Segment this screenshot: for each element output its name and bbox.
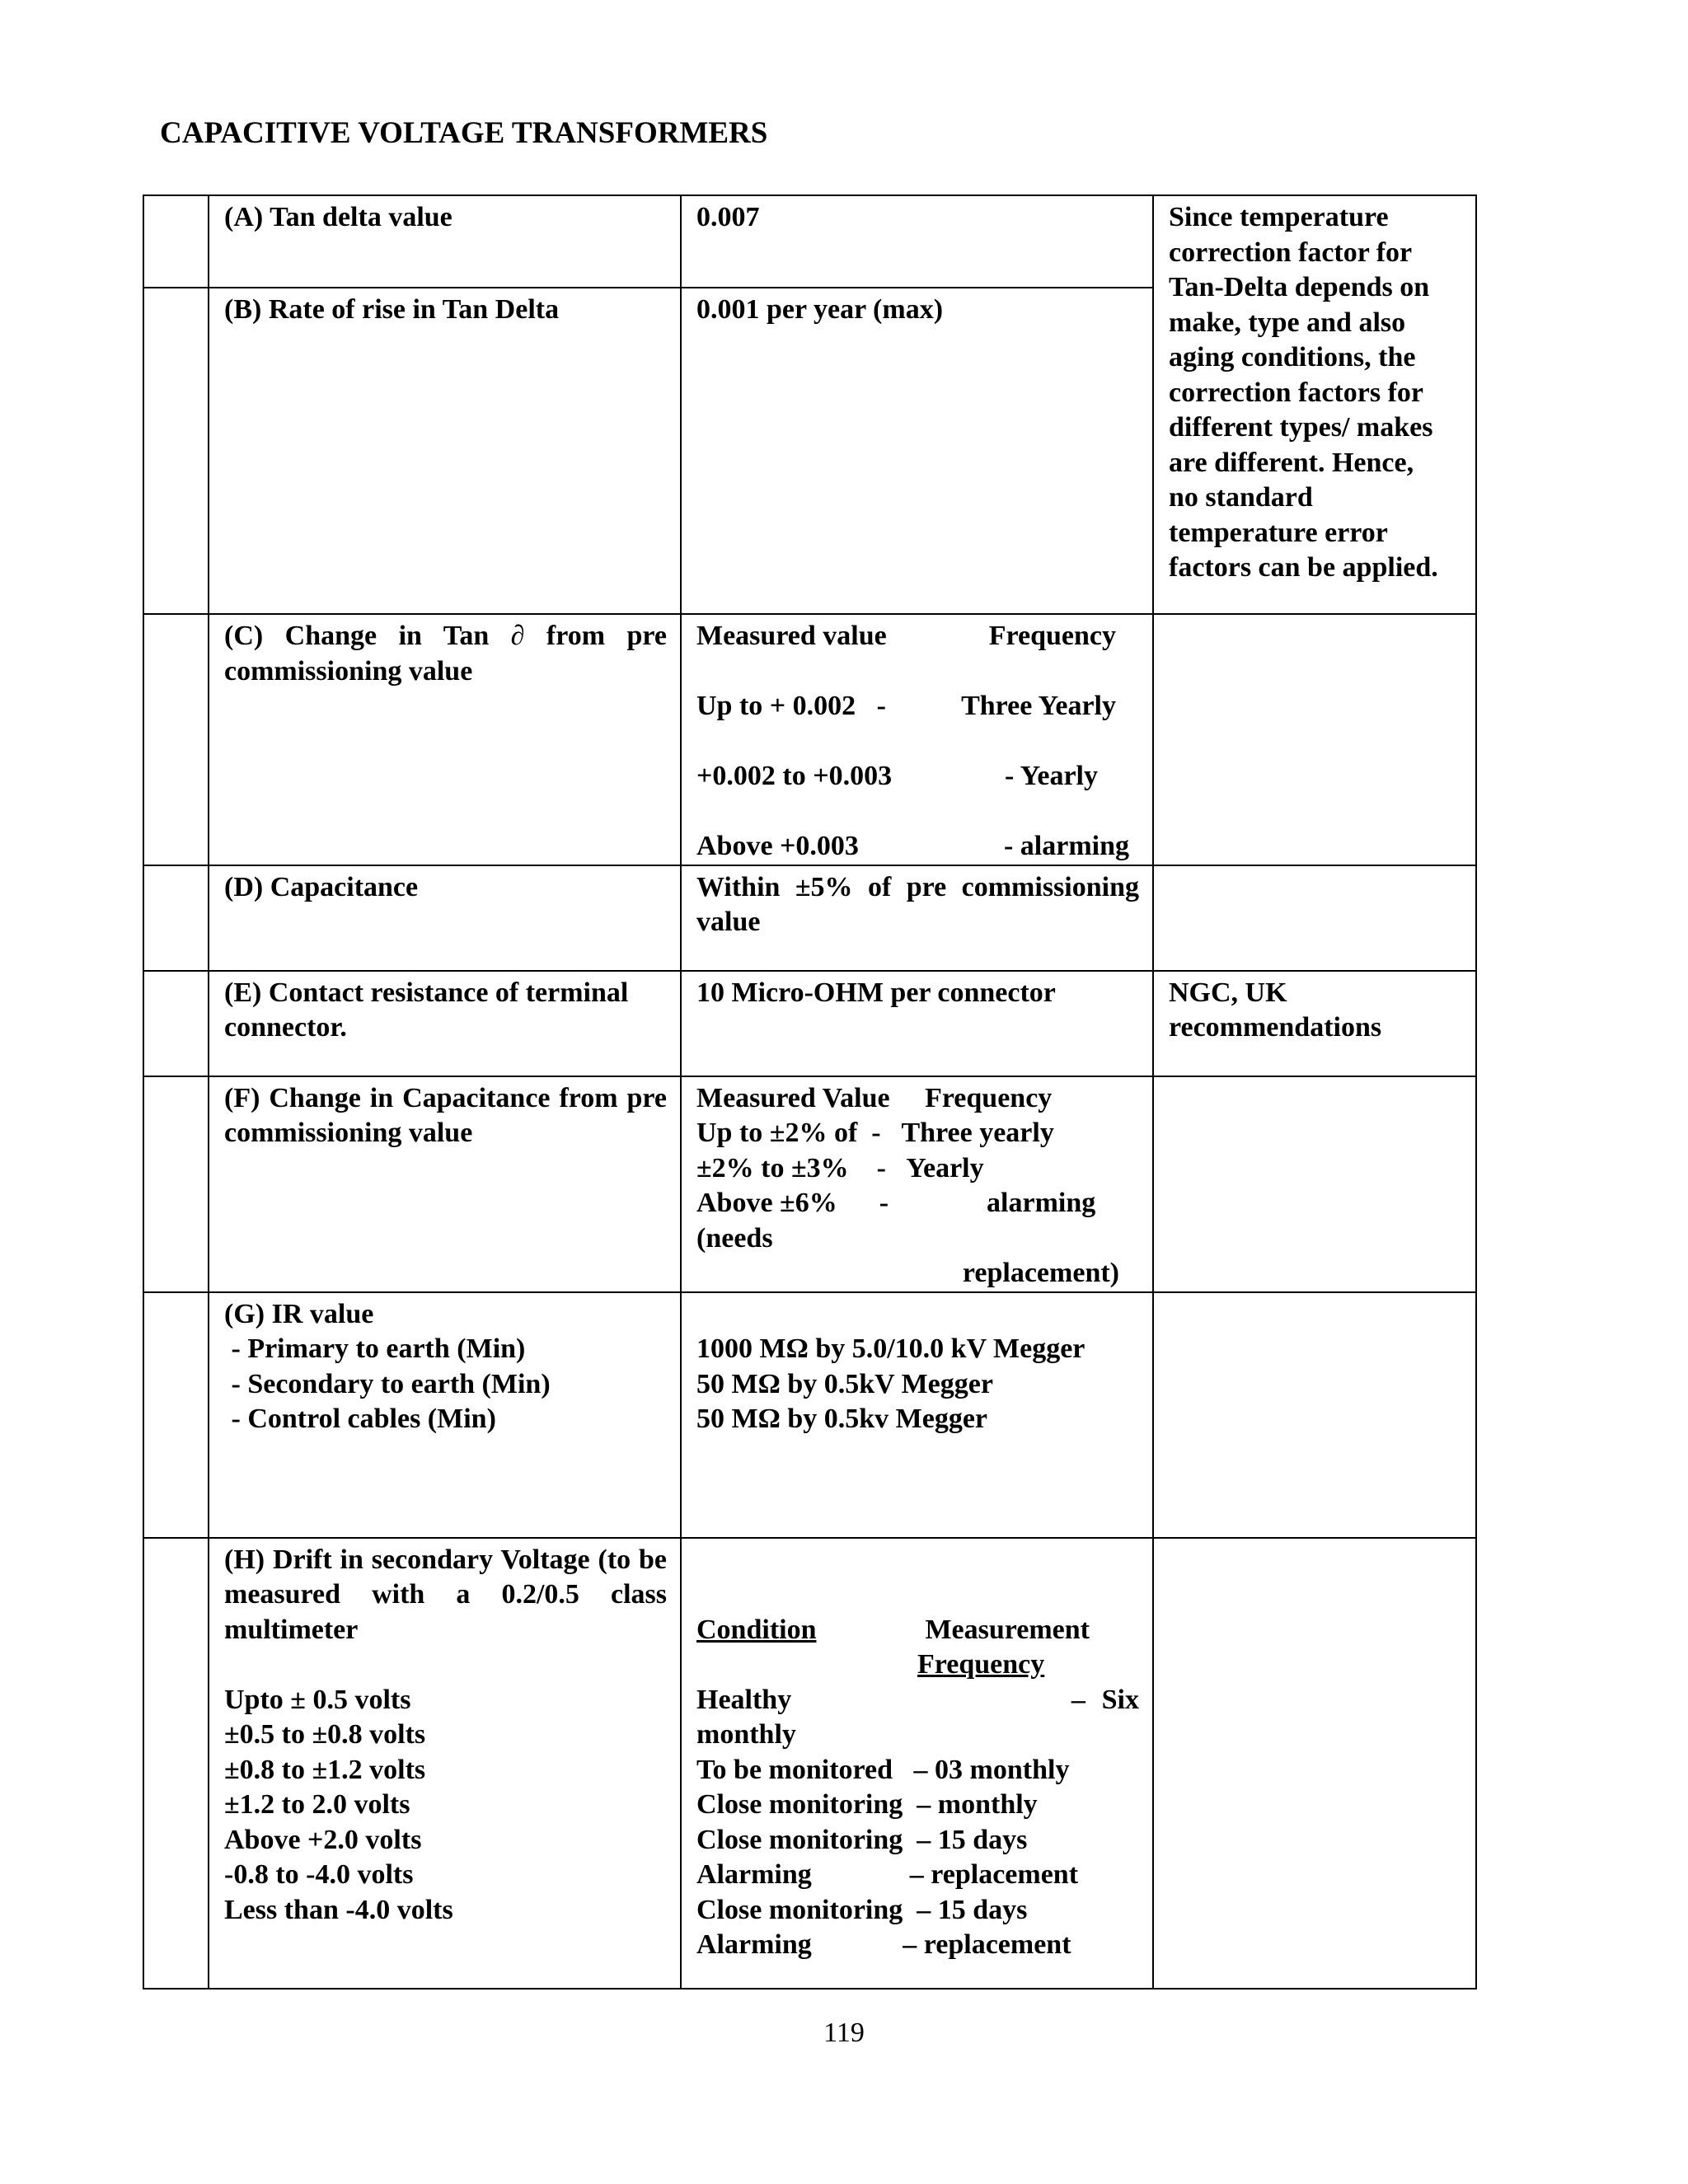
index-cell [143,288,209,614]
index-cell [143,865,209,971]
param-h: (H) Drift in secondary Voltage (to be measured with a 0.2/0.5 class multimeter Upto ± 0.5 volts ±0.5 to ±0.8 volts ±0.8 to ±1.2 volts ±1.2 to 2.0 volts Above +2.0 volts -0.8 to -4.0 volts Less than -4.0 volts [224,1544,667,1925]
remark-ngc: NGC, UK recommendations [1169,977,1382,1043]
value-f: Measured Value Frequency Up to ±2% of - Three yearly ±2% to ±3% - Yearly Above ±6% - alarming (needs replacement) [696,1082,1119,1288]
param-d: (D) Capacitance [224,871,419,902]
remark-empty [1153,865,1476,971]
page-number: 119 [823,2018,865,2048]
param-c: (C) Change in Tan ∂ from pre commissioning value [224,621,667,687]
index-cell [143,614,209,865]
param-a: (A) Tan delta value [224,202,452,232]
index-cell [143,1292,209,1538]
page-title: CAPACITIVE VOLTAGE TRANSFORMERS [160,116,768,150]
remark-temperature-correction: Since temperature correction factor for Tan-Delta depends on make, type and also aging conditions, the correction factors for different types/ makes are different. Hence, no standard temperature error factors can be applied. [1169,202,1438,583]
index-cell [143,1538,209,1989]
remark-empty [1153,1076,1476,1292]
index-cell [143,195,209,288]
parameters-table [143,194,1477,1990]
index-cell [143,1076,209,1292]
value-c: Measured value Frequency Up to + 0.002 - Three Yearly +0.002 to +0.003 - Yearly Above +0.003 - alarming [696,621,1129,861]
value-e: 10 Micro-OHM per connector [696,977,1056,1008]
value-a: 0.007 [696,202,760,232]
param-e: (E) Contact resistance of terminal connector. [224,977,629,1043]
remark-empty [1153,614,1476,865]
index-cell [143,971,209,1076]
remark-empty [1153,1292,1476,1538]
remark-empty [1153,1538,1476,1989]
value-d: Within ±5% of pre commissioning value [696,871,1139,937]
param-b: (B) Rate of rise in Tan Delta [224,294,560,325]
param-g: (G) IR value - Primary to earth (Min) - Secondary to earth (Min) - Control cables (Min) [224,1298,551,1434]
value-g: 1000 MΩ by 5.0/10.0 kV Megger 50 MΩ by 0.5kV Megger 50 MΩ by 0.5kv Megger [696,1333,1085,1434]
value-b: 0.001 per year (max) [696,294,944,325]
param-f: (F) Change in Capacitance from pre commissioning value [224,1082,667,1148]
value-h: Condition Measurement Frequency Healthy – Six monthly To be monitored – 03 monthly Close monitoring – monthly Close monitoring – 15 days Alarming – replacement Close monitoring – 15 days Alarming – replacement [696,1614,1139,1960]
